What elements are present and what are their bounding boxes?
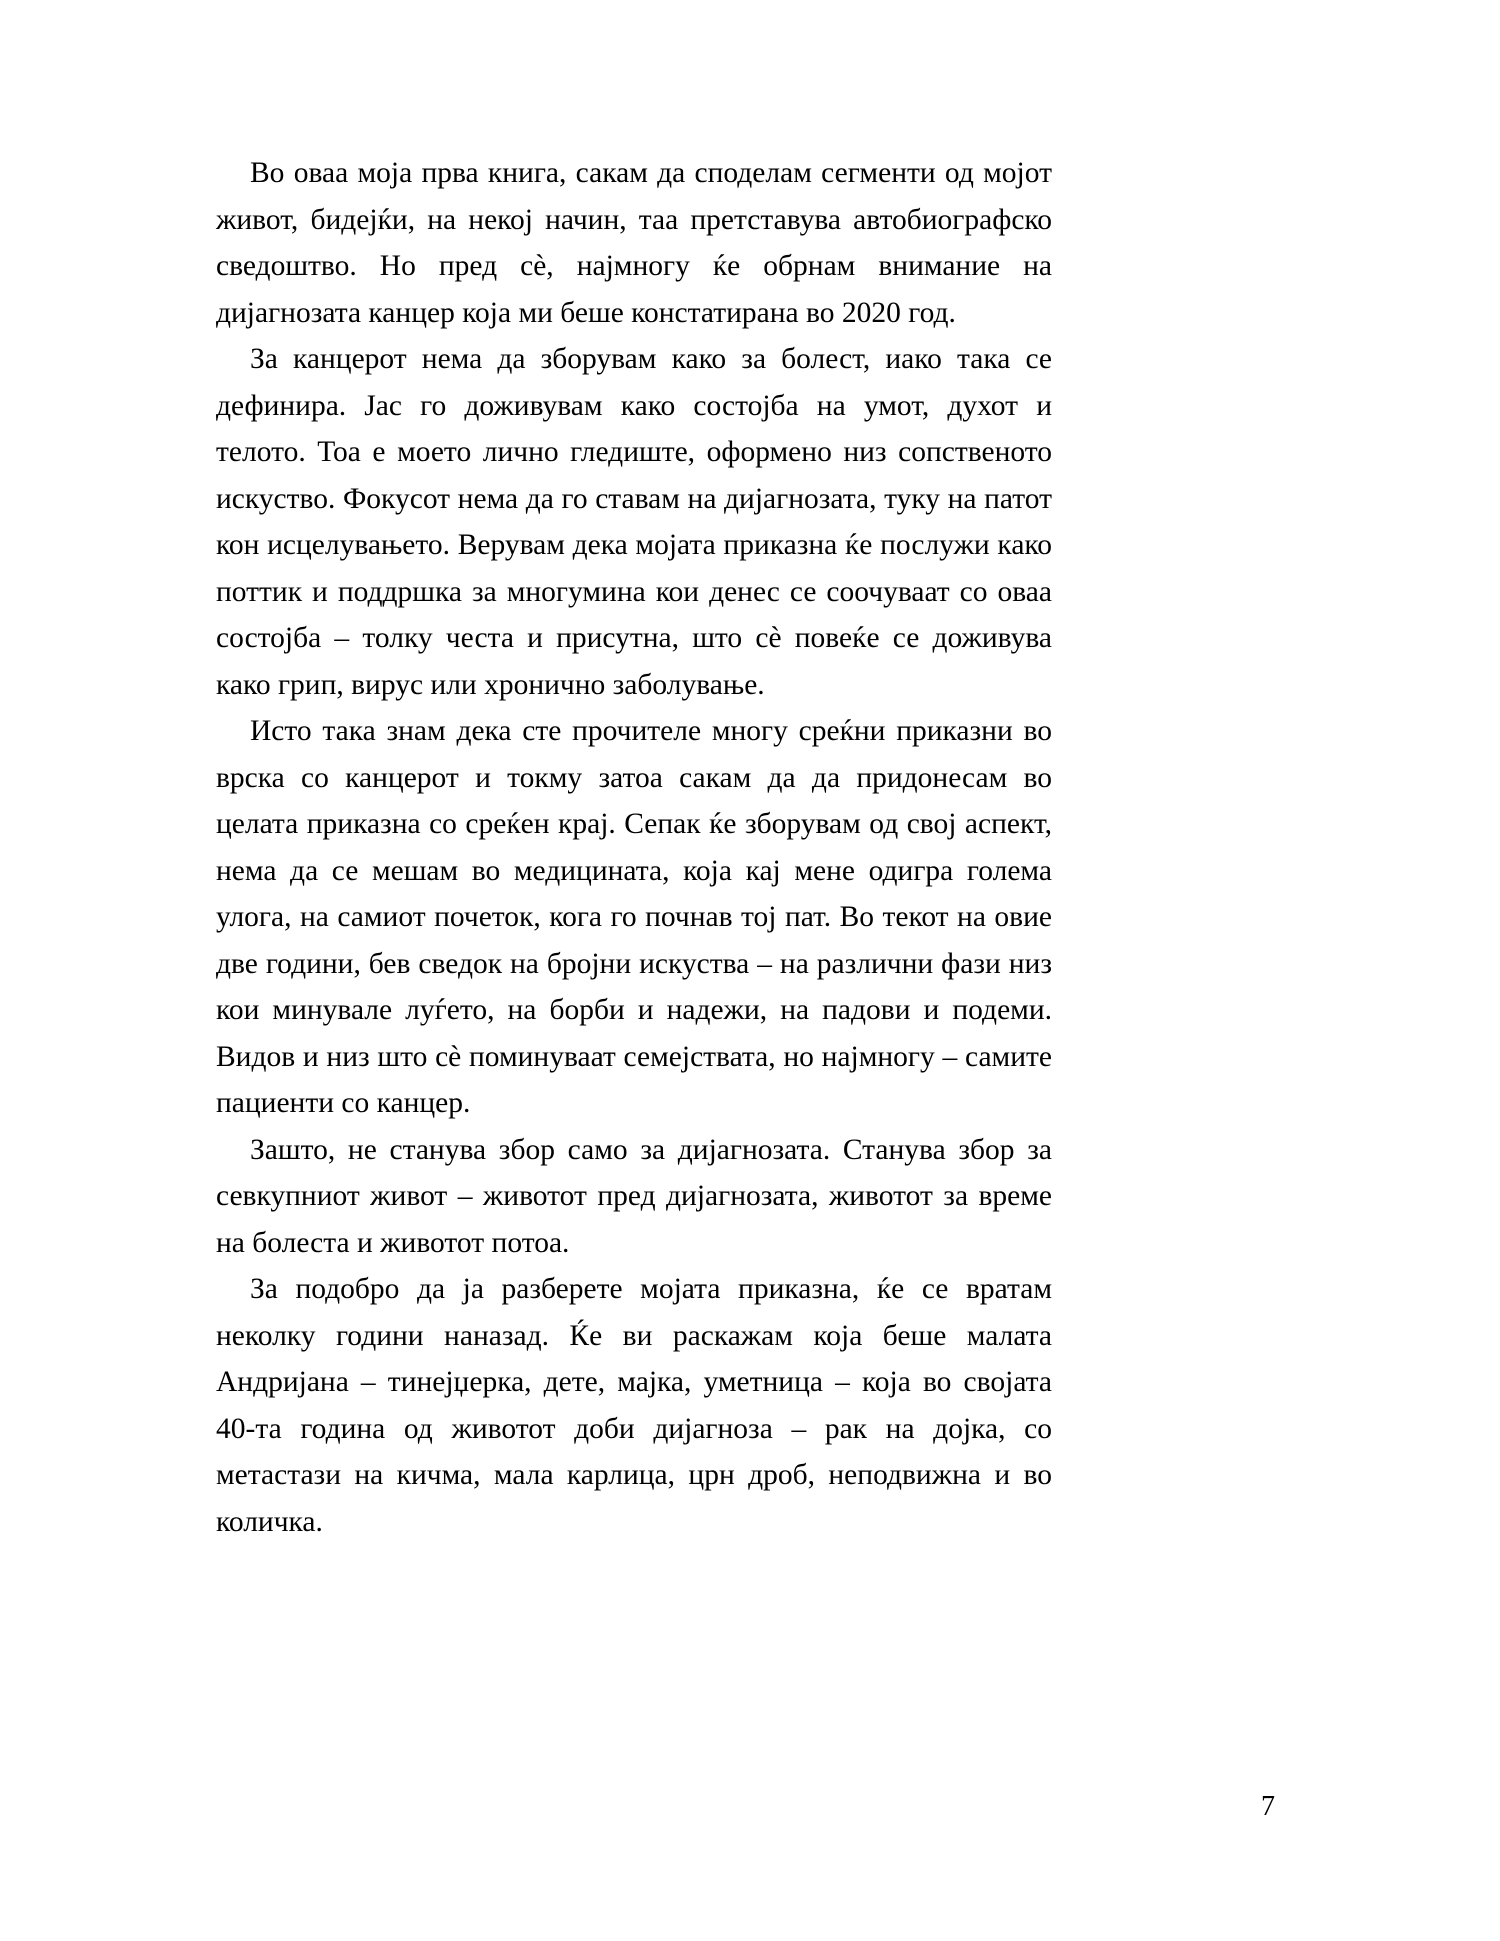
paragraph-4: Зашто, не станува збор само за дијагнозата. Станува збор за севкупниот живот – животот пред дијагнозата, животот за време на болеста и животот потоа. (216, 1133, 1052, 1259)
paragraph-1: Во оваа моја прва книга, сакам да споделам сегменти од мојот живот, бидејќи, на некој начин, таа претставува автобиографско сведоштво. Но пред сѐ, најмногу ќе обрнам внимание на дијагнозата канцер која ми беше констатирана во 2020 год. (216, 157, 1052, 329)
page-number: 7 (1261, 1791, 1275, 1822)
page-body-text (216, 150, 1052, 1545)
paragraph-3: Исто така знам дека сте прочителе многу среќни приказни во врска со канцерот и токму затоа сакам да да придонесам во целата приказна со среќен крај. Сепак ќе зборувам од свој аспект, нема да се мешам во медицината, која кај мене одигра голема улога, на самиот почеток, кога го почнав тој пат. Во текот на овие две години, бев сведок на бројни искуства – на различни фази низ кои минувале луѓето, на борби и надежи, на падови и подеми. Видов и низ што сѐ поминуваат семејствата, но најмногу – самите пациенти со канцер. (216, 715, 1052, 1119)
paragraph-2: За канцерот нема да зборувам како за болест, иако така се дефинира. Јас го доживувам како состојба на умот, духот и телото. Тоа е моето лично гледиште, оформено низ сопственото искуство. Фокусот нема да го ставам на дијагнозата, туку на патот кон исцелувањето. Верувам дека мојата приказна ќе послужи како поттик и поддршка за многумина кои денес се соочуваат со оваа состојба – толку честа и присутна, што сѐ повеќе се доживува како грип, вирус или хронично заболување. (216, 343, 1052, 701)
paragraph-5: За подобро да ја разберете мојата приказна, ќе се вратам неколку години наназад. Ќе ви раскажам која беше малата Андријана – тинејџерка, дете, мајка, уметница – која во својата 40-та година од животот доби дијагноза – рак на дојка, со метастази на кичма, мала карлица, црн дроб, неподвижна и во количка. (216, 1273, 1052, 1538)
